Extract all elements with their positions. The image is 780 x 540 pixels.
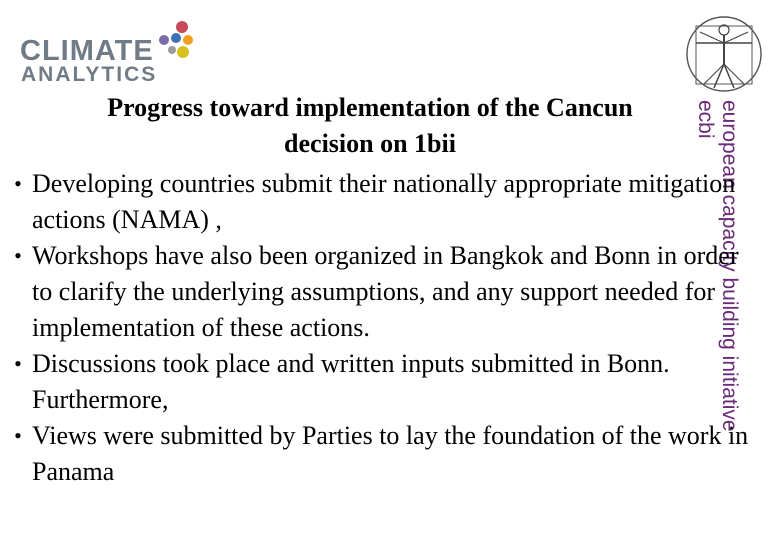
climate-analytics-dots-icon: [148, 18, 198, 64]
bullet-item: [8, 418, 760, 490]
bullet-text: Developing countries submit their nationally appropriate mitigation actions (NAMA) ,: [32, 169, 736, 234]
bullet-text: Discussions took place and written inputs submitted in Bonn. Furthermore,: [32, 349, 670, 414]
bullet-item: [8, 166, 760, 238]
bullet-text: Workshops have also been organized in Bangkok and Bonn in order to clarify the underlying assumptions, and any support needed for implementation of these actions.: [32, 241, 739, 342]
bullet-item: [8, 238, 760, 346]
bullet-item: [8, 346, 760, 418]
bullet-dot-icon: •: [14, 243, 22, 268]
bullet-list: [8, 166, 760, 490]
climate-analytics-logo: [18, 18, 198, 90]
slide-title-line-1: Progress toward implementation of the Cancun: [107, 93, 633, 122]
ecbi-full-name: european capacity building initiative: [718, 100, 741, 432]
bullet-dot-icon: •: [14, 423, 22, 448]
slide-title: [30, 90, 710, 162]
vitruvian-man-icon: [684, 14, 764, 94]
bullet-dot-icon: •: [14, 171, 22, 196]
ecbi-abbrev: ecbi: [694, 100, 717, 139]
slide-title-line-2: decision on 1bii: [284, 129, 456, 158]
bullet-text: Views were submitted by Parties to lay the foundation of the work in Panama: [32, 421, 749, 486]
bullet-dot-icon: •: [14, 351, 22, 376]
logo-text-climate: CLIMATE: [20, 35, 154, 67]
logo-text-analytics: ANALYTICS: [21, 63, 158, 86]
